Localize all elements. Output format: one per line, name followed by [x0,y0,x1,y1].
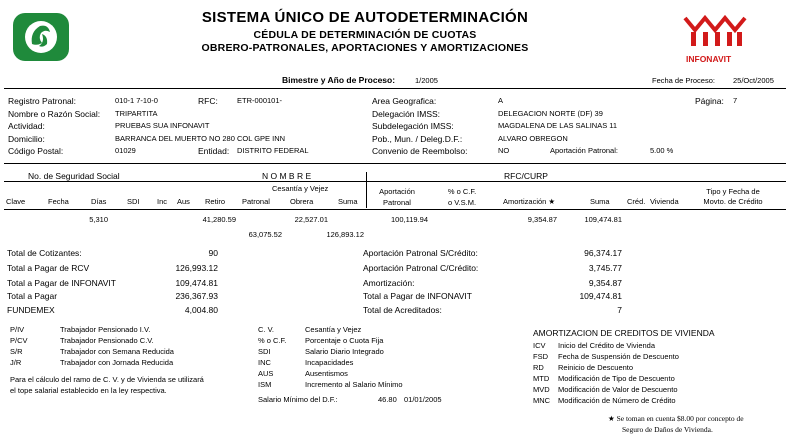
legend-desc: Incremento al Salario Mínimo [305,380,403,389]
subtitle-obrero: OBRERO-PATRONALES, APORTACIONES Y AMORTIZACIONES [201,42,529,54]
domicilio-value: BARRANCA DEL MUERTO NO 280 COL GPE INN [115,134,286,143]
total-pagar-value: 236,367.93 [175,291,218,301]
col-pct-header-1: % o C.F. [447,187,477,196]
cp-label: Código Postal: [8,146,64,156]
legend-code: SDI [258,347,271,356]
row-suma-vivienda: 109,474.81 [584,215,622,224]
legend-desc: Modificación de Valor de Descuento [558,385,678,394]
process-date-value: 25/Oct/2005 [733,76,774,85]
legend-desc: Trabajador Pensionado C.V. [60,336,154,345]
aportacion-value: 5.00 % [650,146,674,155]
salario-minimo-date: 01/01/2005 [404,395,442,404]
legend-desc: Inicio del Crédito de Vivienda [558,341,656,350]
legend-desc: Modificación de Número de Crédito [558,396,676,405]
legend-desc: Salario Diario Integrado [305,347,384,356]
row-suma-cv: 126,893.12 [326,230,364,239]
domicilio-label: Domicilio: [8,134,45,144]
col-nss-header: No. de Seguridad Social [28,171,120,181]
legend-desc: Modificación de Tipo de Descuento [558,374,675,383]
total-pagar-label: Total a Pagar [7,291,58,301]
page-value: 7 [733,96,738,105]
legend-code: INC [258,358,271,367]
legend-code: J/R [10,358,22,367]
page-label: Página: [695,96,724,106]
delegacion-label: Delegación IMSS: [372,109,441,119]
legend-code: MVD [533,385,550,394]
total-cotizantes-label: Total de Cotizantes: [7,248,82,258]
subtitle-cedula: CÉDULA DE DETERMINACIÓN DE CUOTAS [253,29,477,41]
legend-desc: Porcentaje o Cuota Fija [305,336,384,345]
row-obrera: 22,527.01 [294,215,328,224]
legend-desc: Fecha de Suspensión de Descuento [558,352,679,361]
page-title: SISTEMA ÚNICO DE AUTODETERMINACIÓN [201,9,529,26]
legend-desc: Reinicio de Descuento [558,363,634,372]
total-pagar-infonavit-label: Total a Pagar de INFONAVIT [363,291,472,301]
convenio-label: Convenio de Reembolso: [372,146,468,156]
amortizacion-total-label: Amortización: [363,278,415,288]
footnote-line-1: ★ Se toman en cuenta $8.00 por concepto de [608,414,744,423]
area-label: Area Geografica: [372,96,437,106]
col-clave-header: Clave [6,197,26,206]
col-amortizacion-header: Amortización ★ [503,197,556,206]
legend-code: MTD [533,374,550,383]
legend-code: FSD [533,352,548,361]
row-amortizacion: 9,354.87 [527,215,557,224]
legend-code: S/R [10,347,23,356]
legend-desc: Trabajador con Jornada Reducida [60,358,174,367]
aport-sin-credito-label: Aportación Patronal S/Crédito: [363,248,478,258]
legend-desc: Trabajador con Semana Reducida [60,347,174,356]
subdelegacion-label: Subdelegación IMSS: [372,121,454,131]
legend-code: P/CV [10,336,28,345]
col-aus-header: Aus [177,197,190,206]
legend-note-1: Para el cálculo del ramo de C. V. y de Vivienda se utilizará [10,375,204,384]
subdelegacion-value: MAGDALENA DE LAS SALINAS 11 [498,121,618,130]
registro-value: 010-1 7-10-0 [115,96,158,105]
col-vivienda-header: Vivienda [650,197,679,206]
col-tipo-header-2: Movto. de Crédito [703,197,763,206]
total-acreditados-label: Total de Acreditados: [363,305,442,315]
fundemex-value: 4,004.80 [184,305,218,315]
col-retiro-header: Retiro [205,197,226,206]
total-infonavit-value: 109,474.81 [175,278,218,288]
header-rule [4,88,786,89]
legend-code: ICV [533,341,546,350]
col-nombre-header: N O M B R E [262,171,312,181]
total-pagar-infonavit-value: 109,474.81 [579,291,622,301]
table-divider [366,172,367,208]
infonavit-logo-icon [683,12,749,56]
registro-label: Registro Patronal: [8,96,77,106]
col-rfc-header: RFC/CURP [504,171,548,181]
legend-code: ISM [258,380,272,389]
legend-desc: Trabajador Pensionado I.V. [60,325,151,334]
legend-desc: Ausentismos [305,369,348,378]
rfc-value: ETR-000101- [237,96,283,105]
process-date-label: Fecha de Proceso: [652,76,715,85]
salario-minimo-label: Salario Mínimo del D.F.: [258,395,338,404]
legend-code: AUS [258,369,274,378]
col-tipo-header-1: Tipo y Fecha de [706,187,760,196]
legend-desc: Incapacidades [305,358,354,367]
aport-sin-credito-value: 96,374.17 [584,248,622,258]
col-fecha-header: Fecha [48,197,69,206]
col-inc-header: Inc [157,197,168,206]
convenio-value: NO [498,146,510,155]
pob-value: ALVARO OBREGON [498,134,568,143]
legend-code: RD [533,363,544,372]
col-dias-header: Días [91,197,107,206]
legend-desc: Cesantía y Vejez [305,325,362,334]
amortizacion-total-value: 9,354.87 [588,278,622,288]
row-dias: 5,310 [89,215,108,224]
aport-con-credito-label: Aportación Patronal C/Crédito: [363,263,479,273]
col-suma-header: Suma [338,197,358,206]
infonavit-logo-text: INFONAVIT [686,54,732,64]
aportacion-label: Aportación Patronal: [550,146,618,155]
pob-label: Pob., Mun. / Deleg.D.F.: [372,134,463,144]
actividad-value: PRUEBAS SUA INFONAVIT [115,121,210,130]
aport-con-credito-value: 3,745.77 [588,263,622,273]
entidad-value: DISTRITO FEDERAL [237,146,309,155]
legend-code: P/IV [10,325,25,334]
delegacion-value: DELEGACION NORTE (DF) 39 [498,109,603,118]
period-value: 1/2005 [415,76,438,85]
total-infonavit-label: Total a Pagar de INFONAVIT [7,278,116,288]
area-value: A [498,96,504,105]
row-retiro: 41,280.59 [202,215,236,224]
fundemex-label: FUNDEMEX [7,305,55,315]
row-patronal: 63,075.52 [248,230,282,239]
salario-minimo-value: 46.80 [378,395,397,404]
period-label: Bimestre y Año de Proceso: [282,75,396,85]
total-acreditados-value: 7 [617,305,622,315]
amortizacion-legend-title: AMORTIZACION DE CREDITOS DE VIVIENDA [533,328,715,338]
total-rcv-value: 126,993.12 [175,263,218,273]
total-rcv-label: Total a Pagar de RCV [7,263,90,273]
col-cesantia-header: Cesantía y Vejez [272,184,329,193]
rfc-label: RFC: [198,96,218,106]
legend-code: MNC [533,396,551,405]
table-header-bottom-rule [4,209,786,210]
col-aportacion-header-1: Aportación [379,187,415,196]
nombre-label: Nombre o Razón Social: [8,109,101,119]
legend-note-2: el tope salarial establecido en la ley respectiva. [10,386,167,395]
imss-logo-icon [12,12,70,62]
legend-code: % o C.F. [258,336,287,345]
col-cred-header: Créd. [627,197,646,206]
cp-value: 01029 [115,146,136,155]
actividad-label: Actividad: [8,121,45,131]
row-aportacion: 100,119.94 [391,215,428,224]
col-aportacion-header-2: Patronal [383,198,411,207]
col-suma2-header: Suma [590,197,610,206]
table-header-mid-rule [4,181,786,182]
footnote-line-2: Seguro de Daños de Vivienda. [622,425,713,434]
entidad-label: Entidad: [198,146,230,156]
col-patronal-header: Patronal [242,197,270,206]
col-pct-header-2: o V.S.M. [447,198,477,207]
legend-code: C. V. [258,325,274,334]
table-top-rule [4,163,786,164]
total-cotizantes-value: 90 [208,248,218,258]
col-sdi-header: SDI [127,197,140,206]
col-obrera-header: Obrera [290,197,314,206]
nombre-value: TRIPARTITA [115,109,158,118]
